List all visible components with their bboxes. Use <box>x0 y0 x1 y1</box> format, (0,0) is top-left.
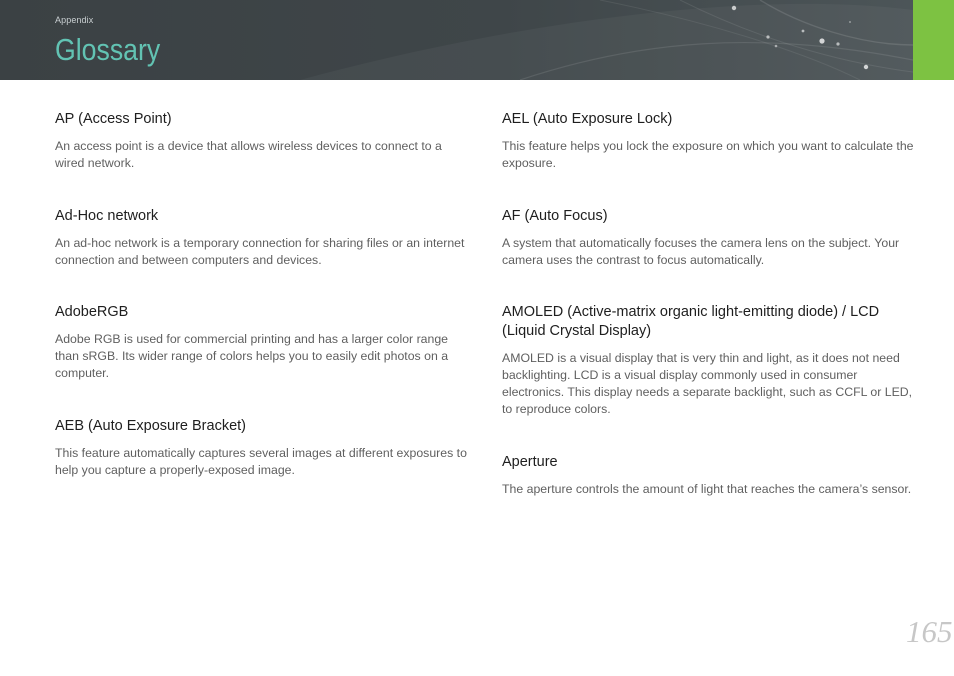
glossary-definition: AMOLED is a visual display that is very thin and light, as it does not need backlighting. LCD is a visual display commonly used in consumer electronics. This display needs a separate backlight, such as CCFL or LED, to reproduce colors. <box>502 351 913 416</box>
glossary-term: Aperture <box>502 454 558 470</box>
glossary-definition: This feature automatically captures several images at different exposures to help you capture a properly-exposed image. <box>55 446 467 477</box>
glossary-definition: This feature helps you lock the exposure on which you want to calculate the exposure. <box>502 139 914 170</box>
glossary-entry <box>502 110 914 172</box>
glossary-entry <box>502 453 914 498</box>
glossary-term: AF (Auto Focus) <box>502 208 608 224</box>
page-title: Glossary <box>55 32 161 67</box>
section-label: Appendix <box>55 15 94 25</box>
glossary-entry <box>55 110 469 172</box>
glossary-definition: An ad-hoc network is a temporary connection for sharing files or an internet connection and between computers and devices. <box>55 236 465 267</box>
glossary-entry <box>55 207 469 269</box>
glossary-term: AP (Access Point) <box>55 111 172 127</box>
glossary-definition: An access point is a device that allows wireless devices to connect to a wired network. <box>55 139 442 170</box>
page-number: 165 <box>906 614 953 649</box>
glossary-term: AMOLED (Active-matrix organic light-emitting diode) / LCD (Liquid Crystal Display) <box>502 304 880 339</box>
glossary-term: AEL (Auto Exposure Lock) <box>502 111 673 127</box>
glossary-entry <box>502 303 914 418</box>
glossary-term: AdobeRGB <box>55 304 129 320</box>
glossary-entry <box>55 417 469 479</box>
page-header <box>0 0 913 80</box>
glossary-entry <box>502 207 914 269</box>
chapter-tab <box>913 0 954 80</box>
glossary-definition: A system that automatically focuses the camera lens on the subject. Your camera uses the contrast to focus automatically. <box>502 236 900 267</box>
glossary-definition: Adobe RGB is used for commercial printing and has a larger color range than sRGB. Its wider range of colors helps you to easily edit photos on a computer. <box>55 332 449 380</box>
glossary-term: AEB (Auto Exposure Bracket) <box>55 418 246 434</box>
glossary-term: Ad-Hoc network <box>55 208 159 224</box>
glossary-definition: The aperture controls the amount of light that reaches the camera’s sensor. <box>502 482 912 496</box>
glossary-entry <box>55 303 469 382</box>
